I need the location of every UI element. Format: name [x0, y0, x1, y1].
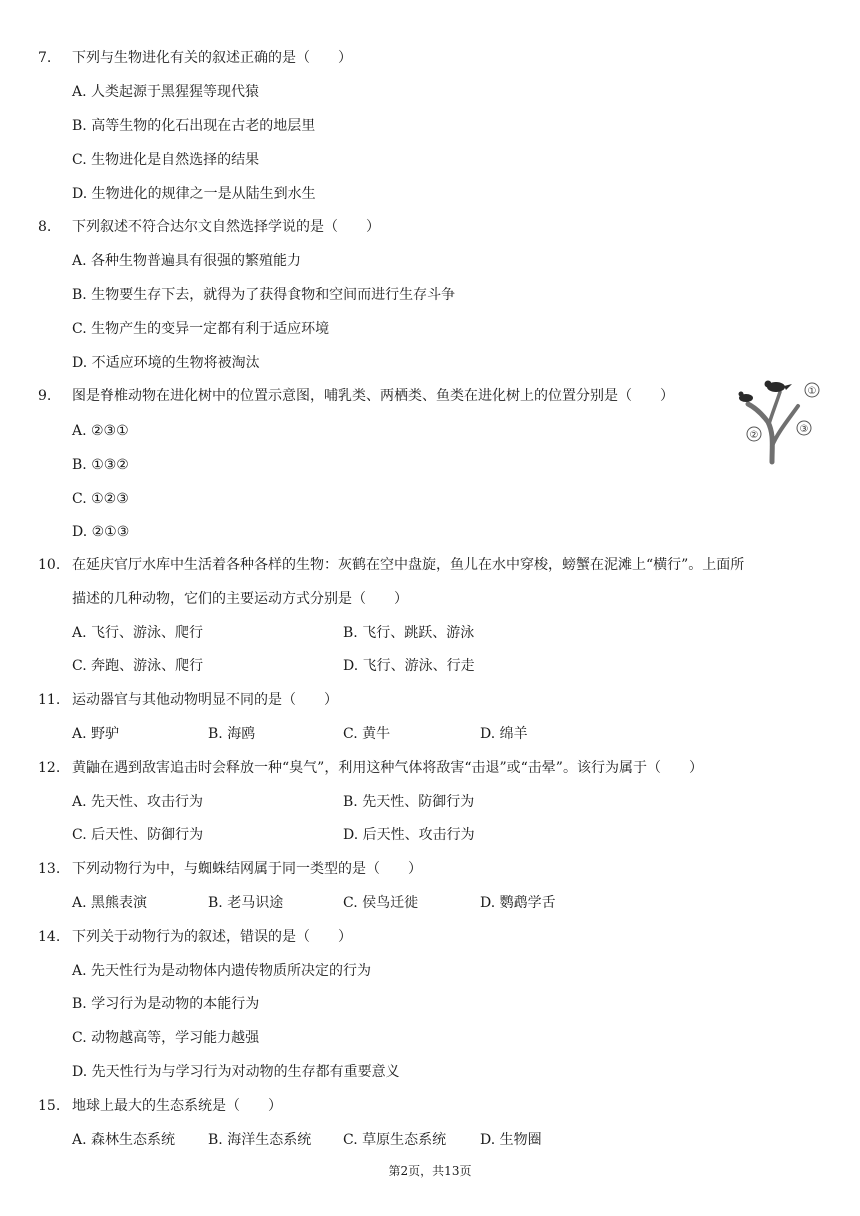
- option-d: D. 鹦鹉学舌: [480, 895, 556, 911]
- option-a: A. 人类起源于黑猩猩等现代猿: [72, 84, 260, 100]
- option-a: A. 先天性行为是动物体内遗传物质所决定的行为: [72, 963, 372, 979]
- question-text: 黄鼬在遇到敌害追击时会释放一种“臭气”，利用这种气体将敌害“击退”或“击晕”。该行为属于（ ）: [72, 760, 703, 776]
- option-d: D. 绵羊: [480, 726, 528, 742]
- option-a: A. 野驴: [72, 726, 120, 742]
- question-number: 9.: [38, 388, 52, 404]
- option-a: A. 飞行、游泳、爬行: [72, 625, 204, 641]
- option-a: A. 先天性、攻击行为: [72, 794, 204, 810]
- option-c: C. 生物产生的变异一定都有利于适应环境: [72, 321, 330, 337]
- option-d: D. 生物进化的规律之一是从陆生到水生: [72, 186, 316, 202]
- option-d: D. 后天性、攻击行为: [343, 827, 475, 843]
- option-b: B. 生物要生存下去，就得为了获得食物和空间而进行生存斗争: [72, 287, 456, 303]
- question-text: 在延庆官厅水库中生活着各种各样的生物：灰鹤在空中盘旋，鱼儿在水中穿梭，螃蟹在泥滩上“横行”。上面所: [72, 557, 745, 573]
- option-c: C. 草原生态系统: [343, 1132, 447, 1148]
- evolution-tree-figure: [728, 376, 824, 466]
- option-b: B. 海鸥: [208, 726, 256, 742]
- question-number: 12.: [38, 760, 61, 776]
- option-c: C. ①②③: [72, 491, 129, 507]
- option-b: B. ①③②: [72, 457, 129, 473]
- question-number: 15.: [38, 1098, 61, 1114]
- question-text: 图是脊椎动物在进化树中的位置示意图，哺乳类、两栖类、鱼类在进化树上的位置分别是（ ）: [72, 388, 674, 404]
- option-b: B. 海洋生态系统: [208, 1132, 312, 1148]
- page-footer: 第2页，共13页: [388, 1164, 472, 1178]
- question-number: 11.: [38, 692, 61, 708]
- option-c: C. 生物进化是自然选择的结果: [72, 152, 260, 168]
- question-number: 8.: [38, 219, 52, 235]
- question-number: 7.: [38, 50, 52, 66]
- option-d: D. 先天性行为与学习行为对动物的生存都有重要意义: [72, 1064, 400, 1080]
- option-b: B. 先天性、防御行为: [343, 794, 475, 810]
- option-d: D. 生物圈: [480, 1132, 542, 1148]
- label-2: ②: [749, 430, 759, 441]
- option-c: C. 后天性、防御行为: [72, 827, 204, 843]
- option-c: C. 黄牛: [343, 726, 391, 742]
- label-1: ①: [807, 386, 817, 397]
- option-d: D. 飞行、游泳、行走: [343, 658, 475, 674]
- question-text: 运动器官与其他动物明显不同的是（ ）: [72, 692, 338, 708]
- option-a: A. 各种生物普遍具有很强的繁殖能力: [72, 253, 302, 269]
- option-c: C. 奔跑、游泳、爬行: [72, 658, 204, 674]
- question-text: 下列动物行为中，与蜘蛛结网属于同一类型的是（ ）: [72, 861, 422, 877]
- evolution-tree-icon: [728, 376, 824, 466]
- question-number: 10.: [38, 557, 61, 573]
- question-number: 14.: [38, 929, 61, 945]
- question-text: 下列关于动物行为的叙述，错误的是（ ）: [72, 929, 352, 945]
- option-a: A. 森林生态系统: [72, 1132, 176, 1148]
- option-c: C. 侯鸟迁徙: [343, 895, 419, 911]
- question-text: 下列叙述不符合达尔文自然选择学说的是（ ）: [72, 219, 380, 235]
- question-text-continued: 描述的几种动物，它们的主要运动方式分别是（ ）: [72, 591, 408, 607]
- option-c: C. 动物越高等，学习能力越强: [72, 1030, 260, 1046]
- question-number: 13.: [38, 861, 61, 877]
- label-3: ③: [799, 424, 809, 435]
- option-b: B. 飞行、跳跃、游泳: [343, 625, 475, 641]
- option-a: A. ②③①: [72, 423, 129, 439]
- option-b: B. 学习行为是动物的本能行为: [72, 996, 260, 1012]
- option-d: D. 不适应环境的生物将被淘汰: [72, 355, 260, 371]
- question-text: 下列与生物进化有关的叙述正确的是（ ）: [72, 50, 352, 66]
- option-d: D. ②①③: [72, 524, 130, 540]
- option-a: A. 黑熊表演: [72, 895, 148, 911]
- option-b: B. 老马识途: [208, 895, 284, 911]
- option-b: B. 高等生物的化石出现在古老的地层里: [72, 118, 316, 134]
- question-text: 地球上最大的生态系统是（ ）: [72, 1098, 282, 1114]
